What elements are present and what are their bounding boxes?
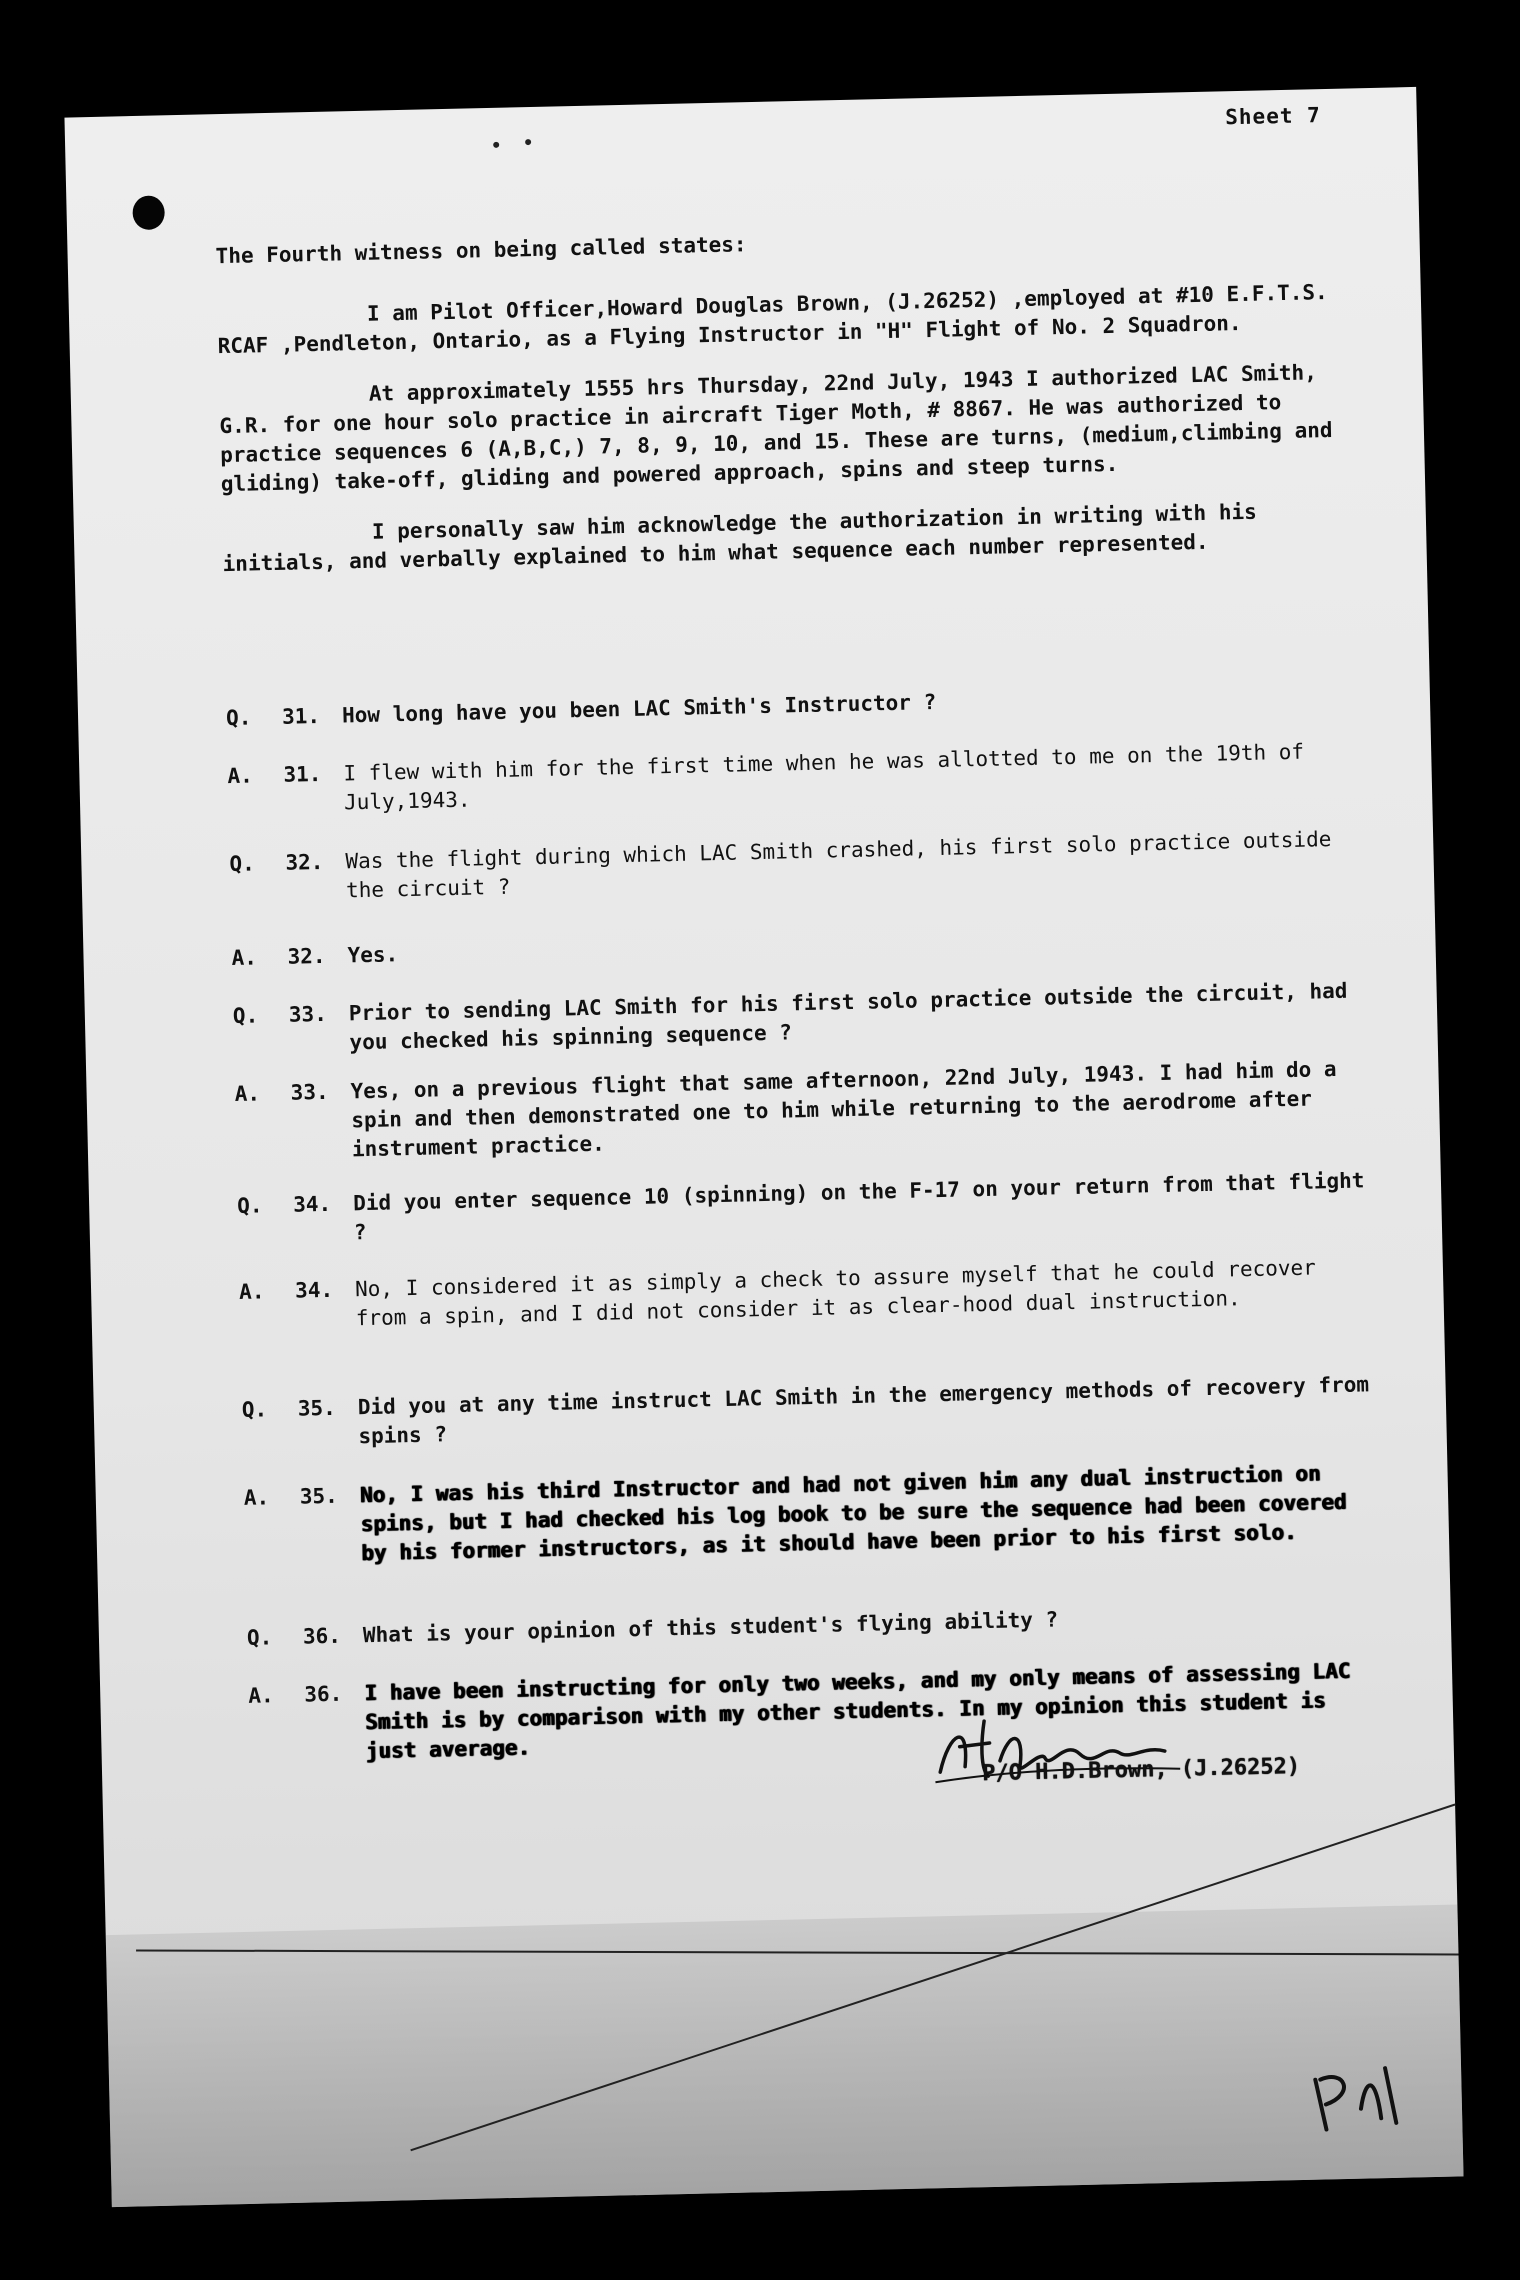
qa-text: I have been instructing for only two weeks, and my only means of assessing LAC Smith is by comparison with my other students. In my opinion this student is just average. [364, 1658, 1351, 1764]
qa-text: What is your opinion of this student's flying ability ? [362, 1607, 1059, 1648]
qa-text: Did you at any time instruct LAC Smith in the emergency methods of recovery from spins ? [357, 1372, 1370, 1449]
qa-text: Yes. [347, 942, 399, 968]
qa-text: Was the flight during which LAC Smith crashed, his first solo practice outside the circuit ? [345, 827, 1332, 903]
qa-number: 35. [299, 1483, 339, 1509]
qa-number: 36. [302, 1623, 342, 1649]
qa-label: A. [227, 763, 254, 789]
qa-number: 32. [285, 849, 324, 875]
qa-label: Q. [229, 851, 256, 877]
qa-number: 33. [290, 1079, 329, 1105]
qa-label: Q. [241, 1397, 268, 1422]
qa-text: Did you enter sequence 10 (spinning) on the F-17 on your return from that flight ? [352, 1168, 1365, 1245]
qa-number: 36. [304, 1681, 343, 1707]
sheet-label: Sheet 7 [1224, 103, 1322, 130]
qa-label: A. [243, 1485, 270, 1510]
statement-paragraph: I am Pilot Officer,Howard Douglas Brown, (J.26252) ,employed at #10 E.F.T.S. RCAF ,Pendleton, Ontario, as a Flying Instructor in "H" Flight of No. 2 Squadron. [217, 279, 1328, 359]
qa-number: 35. [297, 1395, 337, 1421]
fold-lines [64, 87, 1463, 2207]
qa-number: 31. [281, 703, 321, 729]
qa-text: How long have you been LAC Smith's Instructor ? [341, 689, 937, 728]
qa-label: Q. [236, 1193, 263, 1218]
qa-number: 34. [294, 1277, 334, 1303]
qa-text: No, I was his third Instructor and had not given him any dual instruction on spins, but I had checked his log book to be sure the sequence had been covered by his former instructors, as it should have been prior to his first solo. [359, 1461, 1347, 1566]
qa-label: A. [231, 945, 258, 971]
qa-label: Q. [246, 1625, 273, 1650]
qa-text: No, I considered it as simply a check to assure myself that he could recover from a spin, and I did not consider it as clear-hood dual instruction. [354, 1255, 1317, 1331]
qa-label: Q. [225, 705, 252, 731]
qa-label: A. [248, 1683, 274, 1708]
intro-heading: The Fourth witness on being called states: [215, 232, 747, 269]
qa-number: 31. [283, 761, 322, 787]
qa-text: Yes, on a previous flight that same afternoon, 22nd July, 1943. I had him do a spin and then demonstrated one to him while returning to the aerodrome after instrument practice. [350, 1056, 1337, 1162]
qa-text: I flew with him for the first time when he was allotted to me on the 19th of July,1943. [343, 739, 1305, 815]
initials-mark [1305, 2047, 1417, 2139]
document-sheet [64, 87, 1463, 2207]
qa-label: A. [234, 1081, 261, 1106]
qa-label: Q. [232, 1003, 259, 1029]
statement-paragraph: I personally saw him acknowledge the authorization in writing with his initials, and verbally explained to him what sequence each number represented. [222, 499, 1258, 577]
statement-paragraph: At approximately 1555 hrs Thursday, 22nd July, 1943 I authorized LAC Smith, G.R. for one hour solo practice in aircraft Tiger Moth, # 8867. He was authorized to practice sequences 6 (A,B,C,) 7, 8, 9, 10, and 15. These are turns, (medium,climbing and gliding) take-off, gliding and powered approach, spins and steep turns. [219, 360, 1333, 497]
qa-number: 33. [288, 1001, 328, 1027]
signature-caption: P/O H.D.Brown, (J.26252) [981, 1754, 1301, 1787]
qa-number: 32. [287, 943, 326, 969]
qa-label: A. [238, 1279, 265, 1304]
qa-text: Prior to sending LAC Smith for his first solo practice outside the circuit, had you checked his spinning sequence ? [348, 978, 1348, 1055]
qa-number: 34. [292, 1191, 332, 1217]
